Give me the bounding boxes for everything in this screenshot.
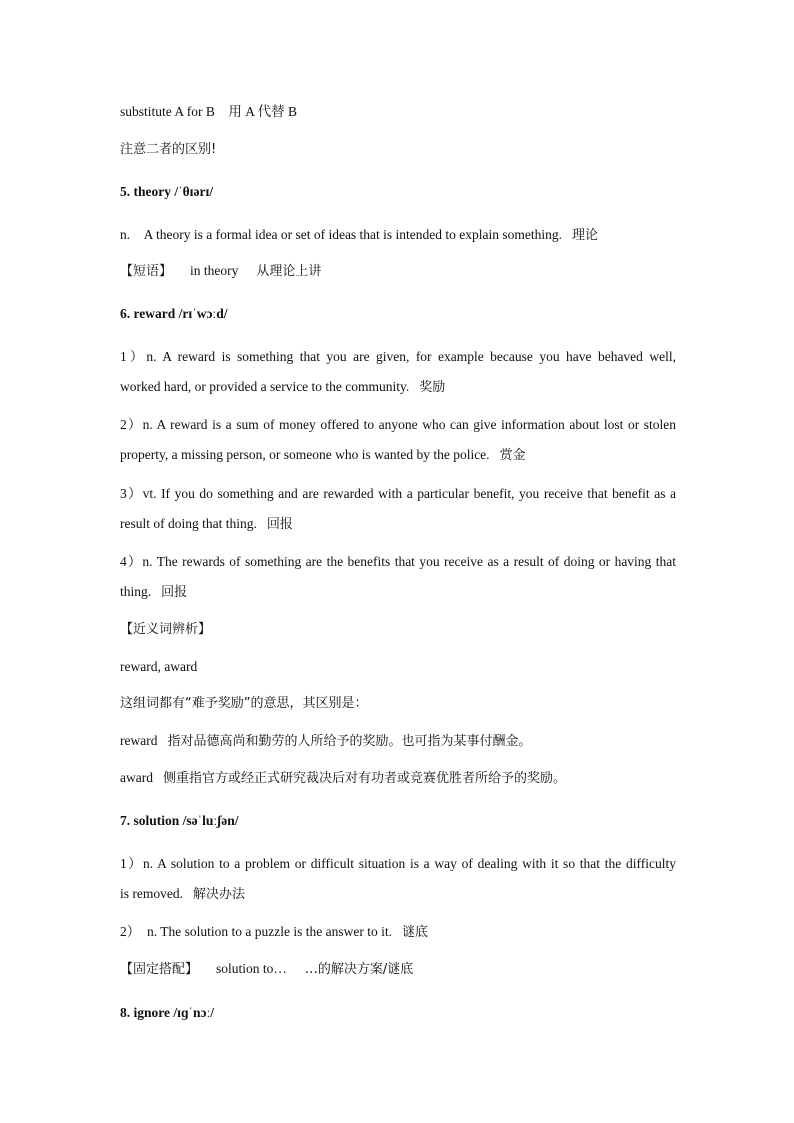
definition-reward-1-line2: worked hard, or provided a service to the community. <box>120 379 410 394</box>
note-difference <box>120 141 676 159</box>
definition-reward-1 <box>120 348 676 366</box>
phrase-theory <box>120 262 676 281</box>
definition-reward-3 <box>120 485 676 503</box>
definition-reward-4 <box>120 553 676 571</box>
phrase-theory-cn: 从理论上讲 <box>256 264 322 279</box>
entry-heading-theory-text: 5. theory /ˈθɪərɪ/ <box>120 184 214 199</box>
definition-solution-2 <box>120 923 676 942</box>
entry-heading-theory <box>120 183 676 201</box>
definition-reward-4-cont <box>120 583 676 602</box>
definition-solution-1-cn: 解决办法 <box>193 887 246 902</box>
definition-reward-2-cn: 赏金 <box>499 448 526 463</box>
definition-reward-4-line2: thing. <box>120 584 152 599</box>
entry-heading-reward-text: 6. reward /rɪˈwɔːd/ <box>120 306 228 321</box>
collocation-tag: 【固定搭配】 <box>120 962 199 977</box>
definition-reward-3-cont <box>120 515 676 534</box>
definition-reward-4-cn: 回报 <box>161 585 188 600</box>
definition-theory-cn: 理论 <box>572 228 599 243</box>
synonym-intro-text: 这组词都有“难予奖励”的意思，其区别是： <box>120 696 368 711</box>
synonym-words <box>120 658 676 676</box>
entry-heading-ignore-text: 8. ignore /ɪɡˈnɔː/ <box>120 1005 214 1020</box>
definition-theory <box>120 226 676 245</box>
phrase-tag: 【短语】 <box>120 264 173 279</box>
definition-reward-3-line1: 3）vt. If you do something and are rewarded with a particular benefit, you receive that benefit as a <box>120 486 676 501</box>
entry-heading-reward <box>120 305 676 323</box>
synonym-section-tag-text: 【近义词辨析】 <box>120 622 212 637</box>
synonym-section-tag <box>120 621 676 639</box>
collocation-solution-cn: …的解决方案/谜底 <box>304 962 414 977</box>
synonym-award <box>120 769 676 788</box>
entry-heading-solution-text: 7. solution /səˈluːʃən/ <box>120 813 239 828</box>
phrase-theory-en: in theory <box>190 263 239 278</box>
definition-solution-2-cn: 谜底 <box>401 925 428 940</box>
synonym-reward <box>120 732 676 751</box>
collocation-solution <box>120 960 676 979</box>
definition-solution-2-en: 2） n. The solution to a puzzle is the answer to it. <box>120 924 392 939</box>
definition-reward-2-line1: 2）n. A reward is a sum of money offered to anyone who can give information about lost or stolen <box>120 417 676 432</box>
synonym-award-cn: 侧重指官方或经正式研究裁决后对有功者或竞赛优胜者所给予的奖励。 <box>162 771 566 786</box>
definition-reward-1-line1: 1）n. A reward is something that you are given, for example because you have behaved well, <box>120 349 676 364</box>
definition-solution-1-line2: is removed. <box>120 886 183 901</box>
phrase-substitute <box>120 103 676 121</box>
entry-heading-ignore <box>120 1004 676 1022</box>
definition-solution-1-line1: 1）n. A solution to a problem or difficult situation is a way of dealing with it so that the difficulty <box>120 856 676 871</box>
synonym-reward-word: reward <box>120 733 158 748</box>
definition-reward-4-line1: 4）n. The rewards of something are the benefits that you receive as a result of doing or having that <box>120 554 676 569</box>
definition-reward-3-cn: 回报 <box>266 517 293 532</box>
entry-heading-solution <box>120 812 676 830</box>
note-difference-text: 注意二者的区别! <box>120 142 217 157</box>
phrase-substitute-text: substitute A for B 用 A 代替 B <box>120 104 298 119</box>
synonym-award-word: award <box>120 770 153 785</box>
definition-reward-2 <box>120 416 676 434</box>
definition-reward-2-line2: property, a missing person, or someone who is wanted by the police. <box>120 447 490 462</box>
definition-solution-1 <box>120 855 676 873</box>
synonym-intro <box>120 695 676 713</box>
synonym-words-text: reward, award <box>120 659 198 674</box>
definition-reward-1-cont <box>120 378 676 397</box>
definition-reward-1-cn: 奖励 <box>419 380 446 395</box>
definition-theory-en: n. A theory is a formal idea or set of ideas that is intended to explain something. <box>120 227 563 242</box>
definition-solution-1-cont <box>120 885 676 904</box>
definition-reward-2-cont <box>120 446 676 465</box>
synonym-reward-cn: 指对品德高尚和勤劳的人所给予的奖励。也可指为某事付酬金。 <box>167 734 532 749</box>
definition-reward-3-line2: result of doing that thing. <box>120 516 257 531</box>
collocation-solution-en: solution to… <box>216 961 287 976</box>
